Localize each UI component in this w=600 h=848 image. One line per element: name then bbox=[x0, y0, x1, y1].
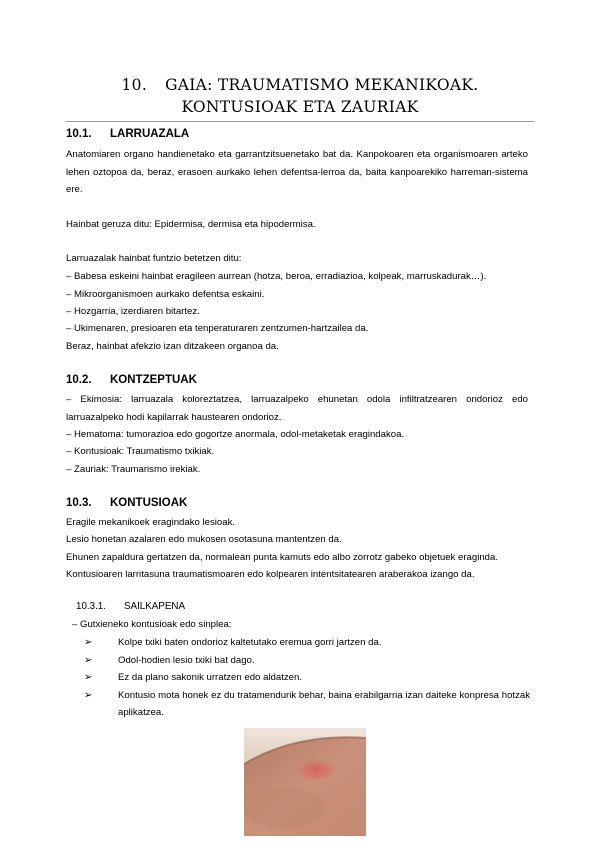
kontusio-line: Lesio honetan azalaren edo mukosen osotasuna mantentzen da. bbox=[66, 534, 342, 545]
function-item: – Ukimenaren, presioaren eta tenperaturaren zentzumen-hartzailea da. bbox=[66, 323, 369, 334]
function-item: – Mikroorganismoen aurkako defentsa eskaini. bbox=[66, 289, 265, 300]
concept-item: – Kontusioak: Traumatismo txikiak. bbox=[66, 446, 215, 457]
list-item: ➢ Ez da plano sakonik urratzen edo aldatzen. bbox=[84, 669, 530, 687]
title-divider bbox=[66, 121, 534, 122]
kontusio-line: Eragile mekanikoek eragindako lesioak. bbox=[66, 517, 236, 528]
classification-intro: – Gutxieneko kontusioak edo sinplea: bbox=[72, 619, 232, 630]
bruised-arm-photo bbox=[244, 728, 366, 836]
arrow-bullet-icon: ➢ bbox=[84, 672, 93, 683]
subsection-heading-sailkapena: 10.3.1. SAILKAPENA bbox=[76, 601, 185, 612]
function-item: – Babesa eskeini hainbat eragileen aurrean (hotza, beroa, erradiazioa, kolpeak, marruskadurak…). bbox=[66, 271, 487, 282]
kontusio-line: Kontusioaren larritasuna traumatismoaren edo kolpearen intentsitatearen araberakoa izango da. bbox=[66, 569, 475, 580]
concept-item: – Zauriak: Traumarismo irekiak. bbox=[66, 464, 201, 475]
function-item: – Hozgarria, izerdiaren bitartez. bbox=[66, 306, 200, 317]
arrow-bullet-icon: ➢ bbox=[84, 689, 93, 701]
classification-bullet-list bbox=[84, 634, 530, 722]
title-line-1: GAIA: TRAUMATISMO MEKANIKOAK. bbox=[165, 76, 479, 94]
concept-ekimosia: – Ekimosia: larruazala koloreztatzea, larruazalpeko ehunetan odola infiltratzearen ondorioz edo larruazalpeko hodi kapilarrak haustearen ondorioz. bbox=[66, 394, 528, 423]
section-heading-larruazala: 10.1. LARRUAZALA bbox=[66, 128, 190, 140]
section-heading-kontzeptuak: 10.2. KONTZEPTUAK bbox=[66, 374, 197, 386]
bruise-image bbox=[244, 728, 366, 836]
arrow-bullet-icon: ➢ bbox=[84, 654, 93, 666]
section-1-closing: Beraz, hainbat afekzio izan ditzakeen organoa da. bbox=[66, 341, 279, 352]
kontusio-line: Ehunen zapaldura gertatzen da, normalean punta kamuts edo albo zorrotz gabeko objetuek eraginda. bbox=[66, 552, 499, 563]
list-item: ➢ Odol-hodien lesio txiki bat dago. bbox=[84, 652, 530, 670]
page-title bbox=[70, 74, 530, 118]
list-item: ➢ Kolpe txiki baten ondorioz kaltetutako eremua gorri jartzen da. bbox=[84, 634, 530, 652]
list-item: ➢ Kontusio mota honek ez du tratamendurik behar, baina erabilgarria izan daiteke konpresa hotzak aplikatzea. bbox=[84, 687, 530, 722]
chapter-number: 10. bbox=[121, 76, 148, 94]
section-1-paragraph-2: Hainbat geruza ditu: Epidermisa, dermisa eta hipodermisa. bbox=[66, 219, 316, 230]
section-heading-kontusioak: 10.3. KONTUSIOAK bbox=[66, 497, 188, 509]
functions-intro: Larruazalak hainbat funtzio betetzen ditu: bbox=[66, 253, 242, 264]
section-1-paragraph-1: Anatomiaren organo handienetako eta garrantzitsuenetako bat da. Kanpokoaren eta organismoaren arteko lehen oztopoa da, beraz, erasoen aurkako lehen defentsa-lerroa da, baita kanpoarekiko harreman-sistema ere. bbox=[66, 149, 528, 195]
arrow-bullet-icon: ➢ bbox=[84, 637, 93, 648]
title-line-2: KONTUSIOAK ETA ZAURIAK bbox=[181, 98, 419, 116]
concept-item: – Hematoma: tumorazioa edo gogortze anormala, odol-metaketak eragindakoa. bbox=[66, 429, 405, 440]
